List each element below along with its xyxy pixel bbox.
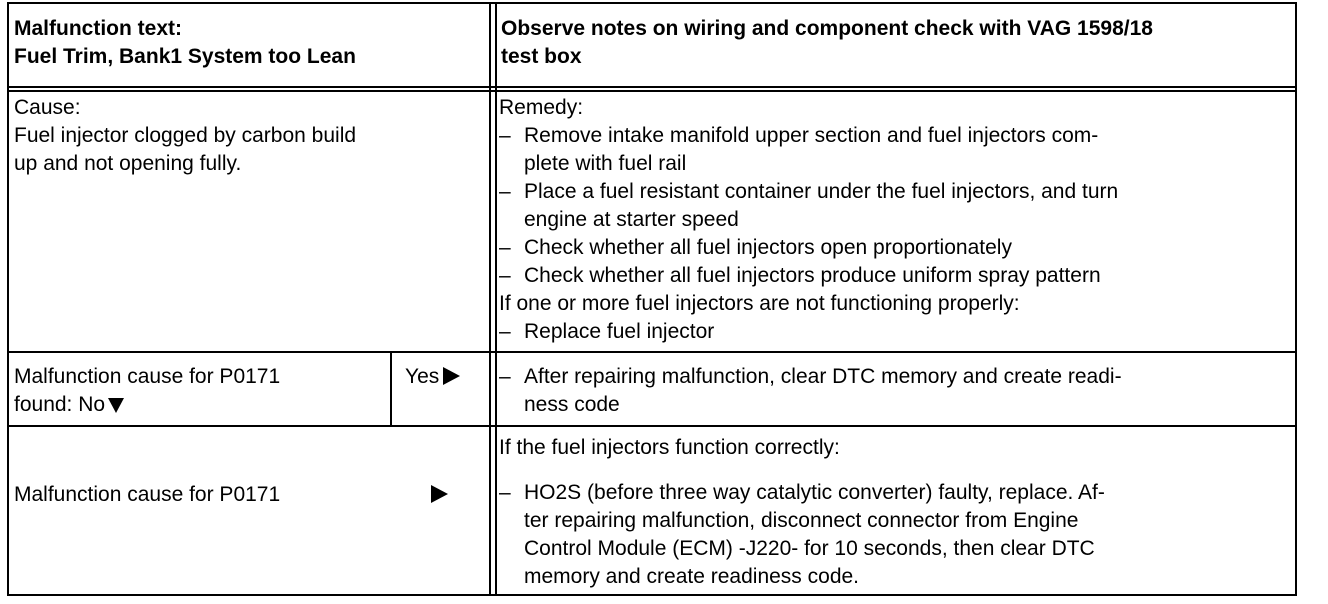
remedy-step-text: Replace fuel injector <box>524 320 715 343</box>
remedy-label: Remedy: <box>499 96 584 119</box>
dash-bullet: – <box>499 481 511 504</box>
remedy-step-replace-injector <box>499 318 1294 346</box>
final-action-text: memory and create readiness code. <box>524 565 860 588</box>
final-condition: If the fuel injectors function correctly: <box>499 436 840 459</box>
cause-text-line-2: up and not opening fully. <box>14 152 242 175</box>
wiring-notes-line-2: test box <box>501 45 582 68</box>
wiring-notes-line-1: Observe notes on wiring and component check with VAG 1598/18 <box>501 17 1153 40</box>
malfunction-text-header <box>14 15 484 71</box>
column-divider-yes <box>390 351 392 425</box>
decision-action-text: After repairing malfunction, clear DTC memory and create readi- <box>524 365 1122 388</box>
decision-yes-label: Yes <box>405 365 440 388</box>
final-action-cell <box>499 434 1294 591</box>
final-action-text: HO2S (before three way catalytic converter) faulty, replace. Af- <box>524 481 1105 504</box>
dash-bullet: – <box>499 320 511 343</box>
final-action-text: ter repairing malfunction, disconnect connector from Engine <box>524 509 1079 532</box>
remedy-step-place-container <box>499 178 1294 234</box>
remedy-step-text: Place a fuel resistant container under the fuel injectors, and turn <box>524 180 1119 203</box>
final-cause-label: Malfunction cause for P0171 <box>14 483 281 506</box>
row-divider-header <box>9 86 1295 88</box>
black-down-triangle-icon <box>108 398 124 413</box>
black-right-triangle-icon <box>431 485 448 503</box>
remedy-cell <box>499 94 1294 346</box>
decision-action-cell <box>499 363 1294 419</box>
final-arrow-cell <box>431 481 461 509</box>
decision-question-cell <box>14 363 384 419</box>
dash-bullet: – <box>499 124 511 147</box>
dash-bullet: – <box>499 365 511 388</box>
remedy-step-text: plete with fuel rail <box>524 152 687 175</box>
decision-action-item <box>499 363 1294 419</box>
decision-question-line-1: Malfunction cause for P0171 <box>14 365 281 388</box>
dash-bullet: – <box>499 264 511 287</box>
remedy-step-check-open <box>499 234 1294 262</box>
diagnostic-table <box>7 2 1297 596</box>
decision-question-line-2 <box>14 391 384 419</box>
malfunction-title: Fuel Trim, Bank1 System too Lean <box>14 45 356 68</box>
column-divider-main-double <box>495 4 497 594</box>
black-right-triangle-icon <box>443 367 460 385</box>
wiring-notes-header <box>501 15 1291 71</box>
row-divider-remedy <box>9 351 1295 353</box>
cause-label: Cause: <box>14 96 81 119</box>
column-divider-main <box>489 4 491 594</box>
dash-bullet: – <box>499 180 511 203</box>
dash-bullet: – <box>499 236 511 259</box>
remedy-step-text: engine at starter speed <box>524 208 739 231</box>
row-divider-decision <box>9 425 1295 427</box>
decision-no-label: found: No <box>14 393 106 416</box>
decision-yes-cell <box>405 363 485 391</box>
spacer <box>499 462 1294 479</box>
remedy-step-text: Check whether all fuel injectors open proportionately <box>524 236 1012 259</box>
final-action-item <box>499 479 1294 591</box>
remedy-step-text: Check whether all fuel injectors produce uniform spray pattern <box>524 264 1101 287</box>
final-cause-cell <box>14 481 484 509</box>
remedy-step-text: Remove intake manifold upper section and fuel injectors com- <box>524 124 1099 147</box>
remedy-step-check-spray <box>499 262 1294 290</box>
remedy-condition: If one or more fuel injectors are not functioning properly: <box>499 292 1020 315</box>
decision-action-text: ness code <box>524 393 620 416</box>
row-divider-header-double <box>9 90 1295 92</box>
malfunction-text-label: Malfunction text: <box>14 17 182 40</box>
final-action-text: Control Module (ECM) -J220- for 10 seconds, then clear DTC <box>524 537 1095 560</box>
remedy-step-remove-manifold <box>499 122 1294 178</box>
cause-cell <box>14 94 484 178</box>
cause-text-line-1: Fuel injector clogged by carbon build <box>14 124 357 147</box>
